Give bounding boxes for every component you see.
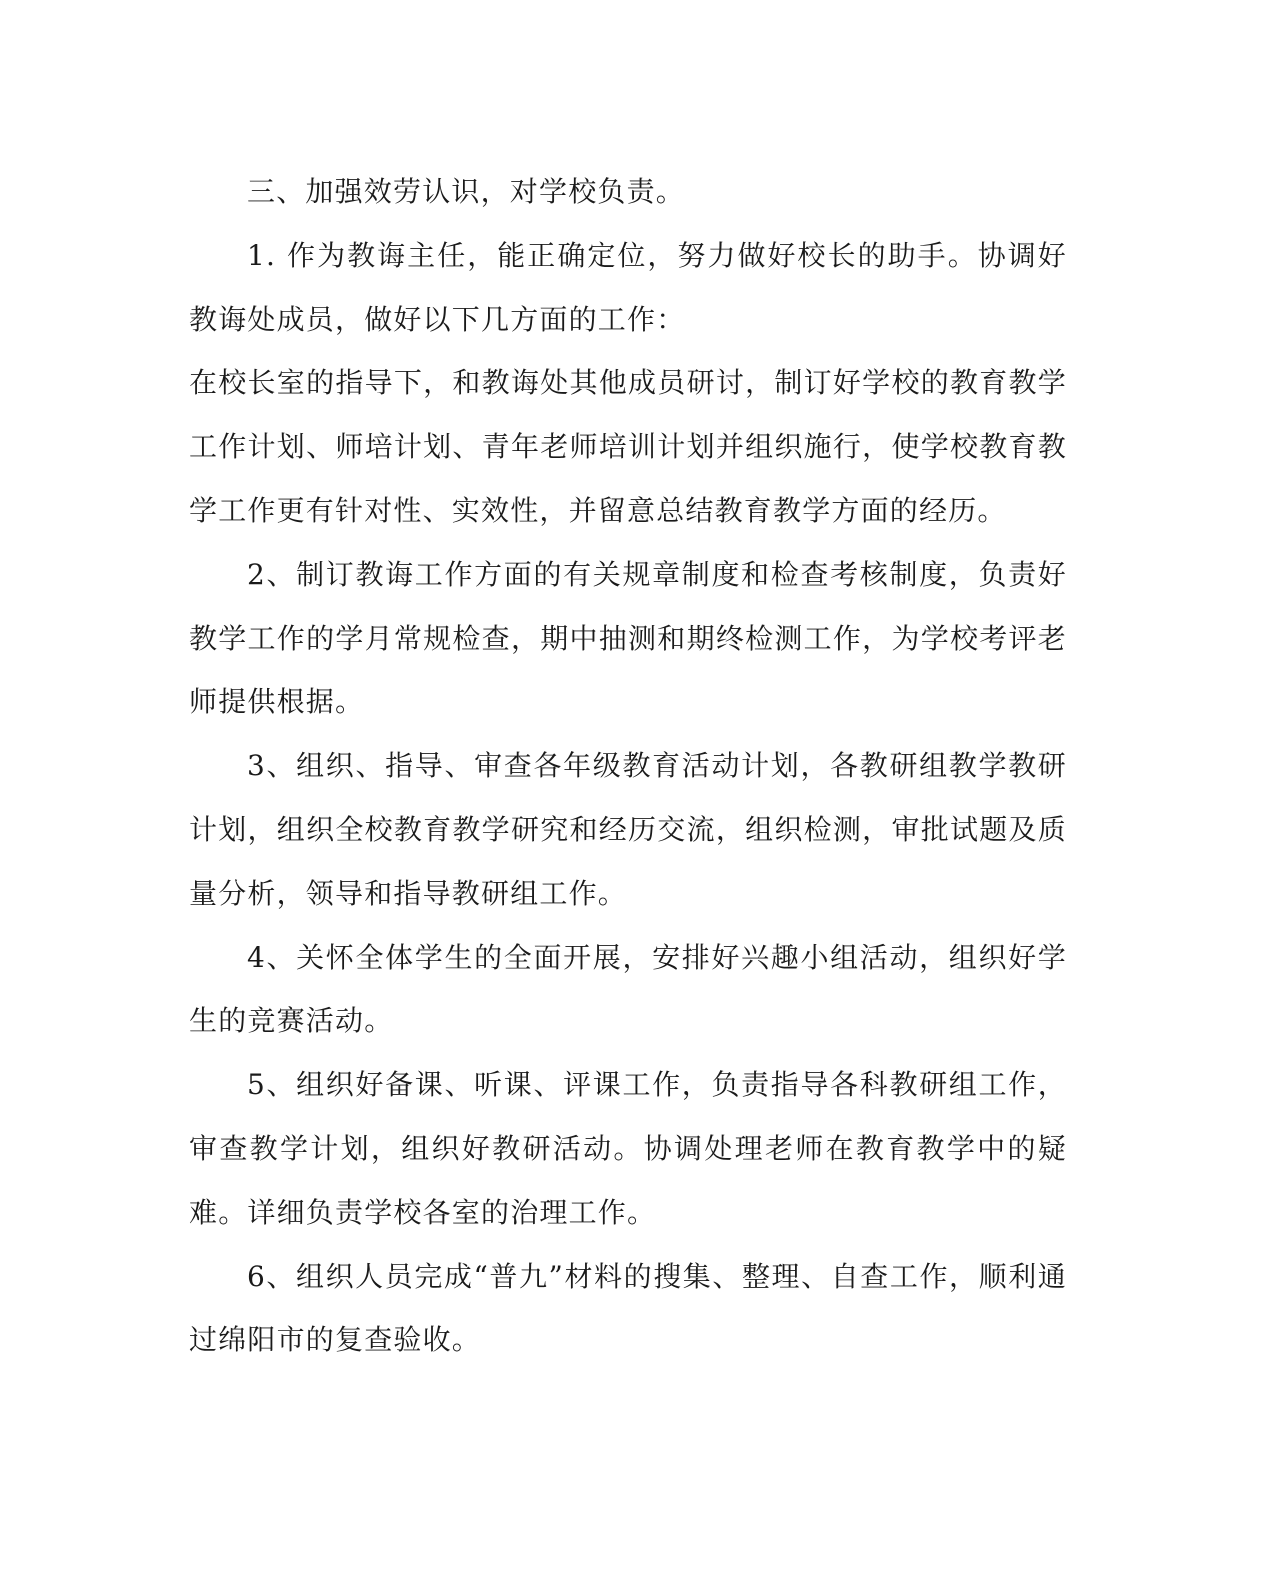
paragraph-item-2: 2、制订教诲工作方面的有关规章制度和检查考核制度，负责好教学工作的学月常规检查，期中抽测和期终检测工作，为学校考评老师提供根据。	[189, 557, 1067, 719]
section-heading: 三、加强效劳认识，对学校负责。	[247, 175, 686, 208]
paragraph-item-5: 5、组织好备课、听课、评课工作，负责指导各科教研组工作，审查教学计划，组织好教研活动。协调处理老师在教育教学中的疑难。详细负责学校各室的治理工作。	[189, 1068, 1067, 1229]
paragraph-item-4: 4、关怀全体学生的全面开展，安排好兴趣小组活动，组织好学生的竞赛活动。	[189, 940, 1067, 1038]
paragraph-item-6: 6、组织人员完成“普九”材料的搜集、整理、自查工作，顺利通过绵阳市的复查验收。	[189, 1259, 1067, 1357]
paragraph-item-1-detail: 在校长室的指导下，和教诲处其他成员研讨，制订好学校的教育教学工作计划、师培计划、青年老师培训计划并组织施行，使学校教育教学工作更有针对性、实效性，并留意总结教育教学方面的经历。	[189, 366, 1067, 527]
paragraph-item-1: 1. 作为教诲主任，能正确定位，努力做好校长的助手。协调好教诲处成员，做好以下几方面的工作：	[189, 238, 1067, 336]
paragraph-item-3: 3、组织、指导、审查各年级教育活动计划，各教研组教学教研计划，组织全校教育教学研究和经历交流，组织检测，审批试题及质量分析，领导和指导教研组工作。	[189, 749, 1067, 910]
document-body	[189, 160, 1067, 1372]
